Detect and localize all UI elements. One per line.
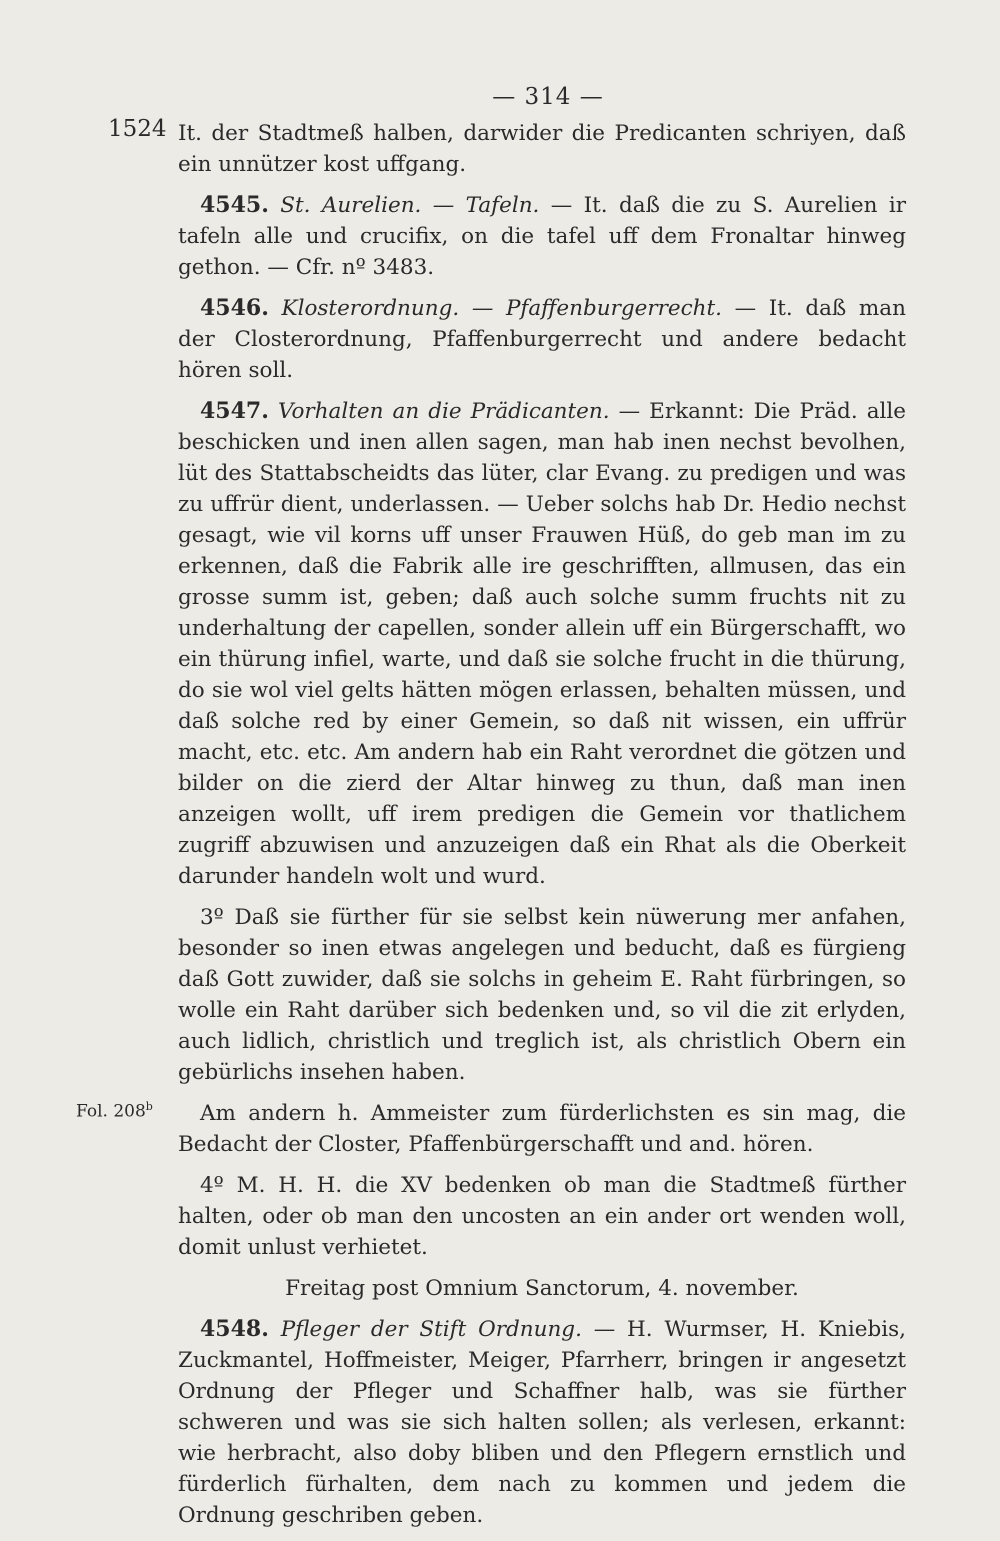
entry-4546 bbox=[178, 293, 906, 386]
paragraph-intro: It. der Stadtmeß halben, darwider die Predicanten schriyen, daß ein unnützer kost uffgang. bbox=[178, 121, 906, 177]
date-heading: Freitag post Omnium Sanctorum, 4. november. bbox=[285, 1276, 799, 1301]
entry-text: — It. daß die zu S. Aurelien ir tafeln alle und crucifix, on die tafel uff dem Fronaltar hinweg gethon. — Cfr. nº 3483. bbox=[178, 193, 907, 280]
entry-number: 4547. bbox=[200, 398, 269, 424]
document-body bbox=[178, 118, 906, 1541]
entry-title: Klosterordnung. — Pfaffenburgerrecht. bbox=[281, 296, 723, 321]
folio-label: Fol. 208 bbox=[76, 1101, 146, 1122]
entry-text: — It. daß man der Closterordnung, Pfaffenburgerrecht und andere bedacht hören soll. bbox=[178, 296, 906, 383]
entry-title: St. Aurelien. — Tafeln. bbox=[280, 193, 540, 218]
paragraph-fourth: 4º M. H. H. die XV bedenken ob man die Stadtmeß fürther halten, oder ob man den uncosten an ein ander ort wenden woll, domit unlust verhietet. bbox=[178, 1173, 906, 1260]
entry-title: Pfleger der Stift Ordnung. bbox=[280, 1317, 582, 1342]
entry-text: — Erkannt: Die Präd. alle beschicken und inen allen sagen, man hab inen nechst bevolhen, lüt des Stattabscheidts das lüter, clar Evang. zu predigen und was zu uffrür dient, underlassen. — Ueber solchs hab Dr. Hedio nechst gesagt, wie vil korns uff unser Frauwen Hüß, do geb man im zu erkennen, daß die Fabrik alle ire geschrifften, allmusen, das ein grosse summ ist, geben; daß auch solche summ fruchts nit zu underhaltung der capellen, sonder allein uff ein Bürgerschafft, wo ein thürung infiel, warte, und daß sie solche frucht in die thürung, do sie wol viel gelts hätten mögen erlassen, behalten müssen, und daß solche red by einer Gemein, so daß nit wissen, ein uffrür macht, etc. etc. Am andern hab ein Raht verordnet die götzen und bilder on die zierd der Altar hinweg zu thun, daß man inen anzeigen wollt, uff irem predigen die Gemein vor thatlichem zugriff abzuwisen und anzuzeigen daß ein Rhat als die Oberkeit darunder handeln wolt und wurd. bbox=[178, 399, 906, 889]
entry-number: 4546. bbox=[200, 295, 269, 321]
entry-text: — H. Wurmser, H. Kniebis, Zuckmantel, Hoffmeister, Meiger, Pfarrherr, bringen ir angesetzt Ordnung der Pfleger und Schaffner halb, was sie fürther schweren und was sie sich halten sollen; als verlesen, erkannt: wie herbracht, also doby bliben und den Pflegern ernstlich und fürderlich fürhalten, dem nach zu kommen und jedem die Ordnung geschriben geben. bbox=[178, 1317, 906, 1528]
entry-4545 bbox=[178, 190, 906, 283]
entry-4548 bbox=[178, 1314, 906, 1531]
paragraph-third: 3º Daß sie fürther für sie selbst kein nüwerung mer anfahen, besonder so inen etwas angelegen und beducht, daß es fürgieng daß Gott zuwider, daß sie solchs in geheim E. Raht fürbringen, so wolle ein Raht darüber sich bedenken und, so vil die zit erlyden, auch lidlich, christlich und treglich ist, als christlich Obern ein gebürlichs insehen haben. bbox=[178, 905, 906, 1085]
folio-sup: b bbox=[145, 1100, 153, 1113]
margin-folio bbox=[76, 1100, 153, 1122]
entry-number: 4548. bbox=[200, 1316, 269, 1342]
entry-title: Vorhalten an die Prädicanten. bbox=[277, 399, 610, 424]
page-number: — 314 — bbox=[492, 84, 604, 110]
paragraph-am-andern: Am andern h. Ammeister zum fürderlichsten es sin mag, die Bedacht der Closter, Pfaffenbürgerschafft und and. hören. bbox=[178, 1101, 906, 1157]
margin-year: 1524 bbox=[108, 116, 167, 142]
entry-4547 bbox=[178, 396, 906, 892]
entry-number: 4545. bbox=[200, 192, 269, 218]
